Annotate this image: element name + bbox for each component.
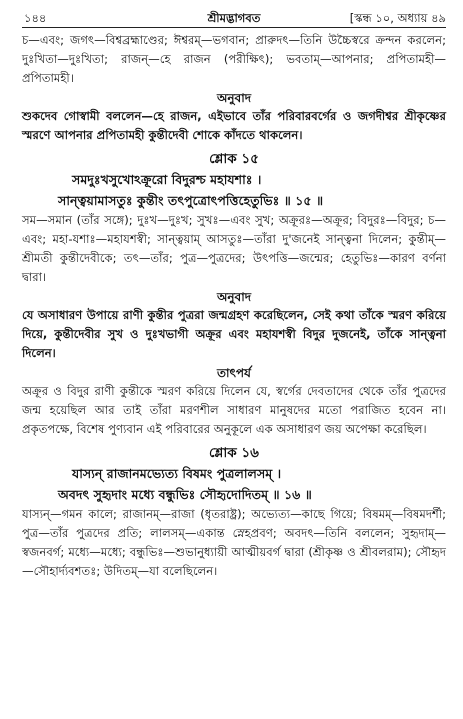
page-number: ১৪৪: [24, 11, 47, 25]
verse-16-line-1: যাস্যন্ রাজানমভ্যেত্য বিষমং পুত্রলালসম্ ।: [72, 466, 282, 481]
verse-15-synonyms: সম—সমান (তাঁর সঙ্গে); দুঃখ—দুঃখ; সুখঃ—এবং সুখ; অক্রূরঃ—অক্রূর; বিদুরঃ—বিদুর; চ—এবং; মহা-যশাঃ—মহাযশস্বী; সান্ত্বয়াম্ আসতুঃ—তাঁরা দু'জনেই সান্ত্বনা দিলেন; কুন্তীম্—শ্রীমতী কুন্তীদেবীকে; তৎ—তাঁর; পুত্র—পুত্রদের; উৎপত্তি—জন্মের; হেতুভিঃ—কারণ বর্ণনা দ্বারা।: [22, 213, 446, 284]
book-page: [22, 8, 446, 581]
page-header: [22, 8, 446, 28]
verse-16-text: [22, 463, 446, 505]
verse-15-line-1: সমদুঃখসুখোঽক্রূরো বিদুরশ্চ মহাযশাঃ ।: [72, 172, 262, 187]
verse-16-heading: শ্লোক ১৬: [209, 445, 259, 461]
verse-15-line-2: সান্ত্বয়ামাসতুঃ কুন্তীং তৎপুত্রোৎপত্তিহেতুভিঃ ॥ ১৫ ॥: [58, 193, 324, 208]
header-rule: [22, 27, 446, 28]
translation-paragraph: শুকদেব গোস্বামী বললেন—হে রাজন, এইভাবে তাঁর পরিবারবর্গের ও জগদীশ্বর শ্রীকৃষ্ণের স্মরণে আপনার প্রপিতামহী কুন্তীদেবী শোকে কাঁদতে থাকলেন।: [22, 109, 446, 142]
verse-16-synonyms: যাস্যন্—গমন কালে; রাজানম্—রাজা (ধৃতরাষ্ট্র); অভ্যেত্য—কাছে গিয়ে; বিষমম্—বিষমদর্শী; পুত্র—তাঁর পুত্রদের প্রতি; লালসম্—একান্ত স্নেহপ্রবণ; অবদৎ—তিনি বললেন; সুহৃদাম্—স্বজনবর্গ; মধ্যে—মধ্যে; বন্ধুভিঃ—শুভানুধ্যায়ী আত্মীয়বর্গ দ্বারা (শ্রীকৃষ্ণ ও শ্রীবলরাম); সৌহৃদ—সৌহার্দ্যবশতঃ; উদিতম্—যা বলেছিলেন।: [22, 507, 446, 578]
verse-15-purport: অক্রূর ও বিদুর রাণী কুন্তীকে স্মরণ করিয়ে দিলেন যে, স্বর্গের দেবতাদের থেকে তাঁর পুত্রদের জন্ম হয়েছিল আর তাই তাঁরা মরণশীল সাধারণ মানুষদের মতো পরাজিত হবেন না। প্রকৃতপক্ষে, বিশেষ পুণ্যবান এই পরিবারের অনুকূলে এক অসাধারণ জয় অপেক্ষা করেছিল।: [22, 384, 446, 436]
book-title: শ্রীমদ্ভাগবত: [207, 11, 261, 25]
synonyms-paragraph: চ—এবং; জগৎ—বিশ্বব্রহ্মাণ্ডের; ঈশ্বরম্—ভগবান; প্রারুদৎ—তিনি উচ্চৈস্বরে ক্রন্দন করলেন; দুঃখিতা—দুঃখিতা; রাজন্—হে রাজন (পরীক্ষিৎ); ভবতাম্—আপনার; প্রপিতামহী—প্রপিতামহী।: [22, 33, 446, 85]
verse-15-translation: যে অসাধারণ উপায়ে রাণী কুন্তীর পুত্ররা জন্মগ্রহণ করেছিলেন, সেই কথা তাঁকে স্মরণ করিয়ে দিয়ে, কুন্তীদেবীর সুখ ও দুঃখভাগী অক্রূর এবং মহাযশস্বী বিদুর দুজনেই, তাঁকে সান্ত্বনা দিলেন।: [22, 308, 446, 360]
section-reference: [স্কন্ধ ১০, অধ্যায় ৪৯: [349, 11, 446, 25]
verse-16-line-2: অবদৎ সুহৃদাং মধ্যে বন্ধুভিঃ সৌহৃদোদিতম্ ॥ ১৬ ॥: [58, 487, 312, 502]
verse-15-translation-heading: অনুবাদ: [216, 290, 252, 304]
verse-15-heading: শ্লোক ১৫: [209, 151, 259, 167]
verse-15-purport-heading: তাৎপর্য: [217, 366, 251, 380]
verse-15-text: [22, 169, 446, 211]
translation-heading: অনুবাদ: [216, 91, 252, 105]
